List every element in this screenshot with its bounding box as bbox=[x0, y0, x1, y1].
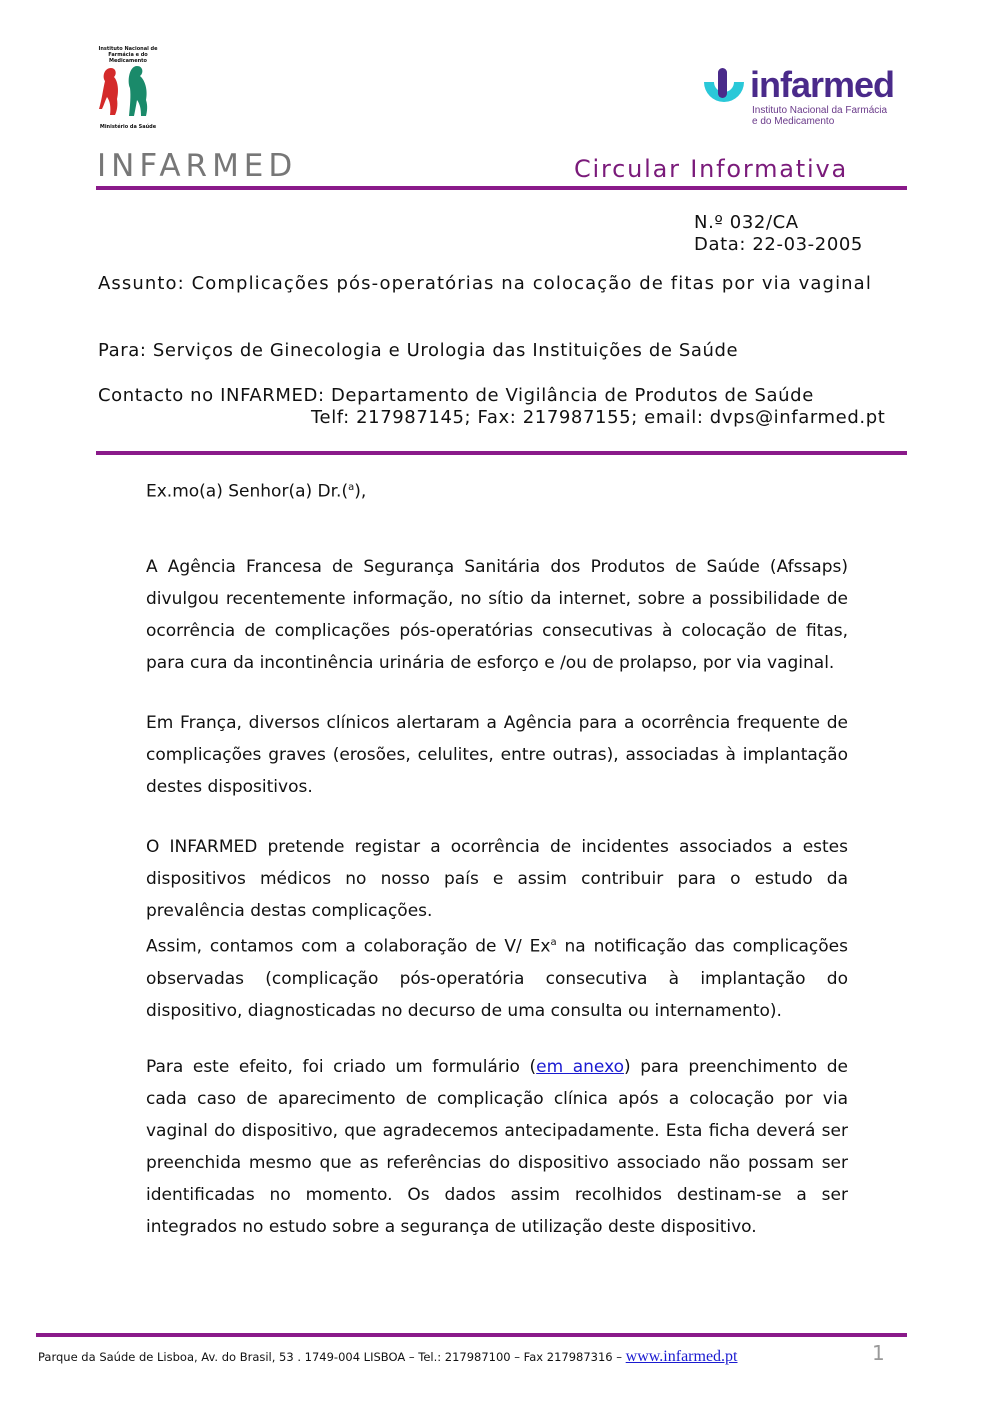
paragraph-4 bbox=[146, 927, 848, 1027]
p5-text-b: ) para preenchimento de cada caso de aparecimento de complicação clínica após a colocação por via vaginal do dispositivo, que agradecemos antecipadamente. Esta ficha deverá ser preenchida mesmo que as referências do dispositivo associado não possam ser identificadas no momento. Os dados assim recolhidos destinam-se a ser integrados no estudo sobre a segurança de utilização deste dispositivo. bbox=[146, 1057, 848, 1237]
circular-date: Data: 22-03-2005 bbox=[694, 234, 863, 255]
paragraph-5 bbox=[146, 1051, 848, 1243]
footer bbox=[38, 1346, 738, 1366]
paragraph-text: O INFARMED pretende registar a ocorrência de incidentes associados a estes dispositivos médicos no nosso país e assim contribuir para o estudo da prevalência destas complicações. bbox=[146, 837, 848, 921]
figures-icon bbox=[97, 64, 159, 120]
salutation-text: Ex.mo(a) Senhor(a) Dr.( bbox=[146, 481, 349, 502]
paragraph-text: Em França, diversos clínicos alertaram a Agência para a ocorrência frequente de complicações graves (erosões, celulites, entre outras), associadas à implantação destes dispositivos. bbox=[146, 713, 848, 797]
brand-title: INFARMED bbox=[97, 148, 298, 184]
infarmed-logo-wordmark: infarmed bbox=[750, 64, 895, 105]
footer-address: Parque da Saúde de Lisboa, Av. do Brasil, 53 . 1749-004 LISBOA – Tel.: 217987100 – Fax 217987316 – bbox=[38, 1350, 626, 1364]
ministry-logo-top-text: Instituto Nacional de Farmácia e do Medicamento bbox=[98, 46, 158, 64]
infarmed-logo-sub2: e do Medicamento bbox=[752, 116, 835, 127]
paragraph-text: A Agência Francesa de Segurança Sanitária dos Produtos de Saúde (Afssaps) divulgou recentemente informação, no sítio da internet, sobre a possibilidade de ocorrência de complicações pós-operatórias consecutivas à colocação de fitas, para cura da incontinência urinária de esforço e /ou de prolapso, por via vaginal. bbox=[146, 557, 848, 673]
annex-link[interactable]: em anexo bbox=[536, 1057, 625, 1077]
ministry-logo-bottom-text: Ministério da Saúde bbox=[99, 124, 157, 130]
contact-divider bbox=[96, 451, 907, 455]
document-type: Circular Informativa bbox=[574, 155, 848, 183]
salutation bbox=[146, 472, 848, 508]
contact-details: Telf: 217987145; Fax: 217987155; email: dvps@infarmed.pt bbox=[311, 407, 886, 428]
p4-sup: a bbox=[550, 937, 557, 948]
p5-text-a: Para este efeito, foi criado um formulário ( bbox=[146, 1057, 537, 1077]
p4-text-a: Assim, contamos com a colaboração de V/ Ex bbox=[146, 936, 551, 957]
subject: Assunto: Complicações pós-operatórias na colocação de fitas por via vaginal bbox=[98, 273, 872, 294]
salutation-sup: a bbox=[348, 482, 355, 493]
infarmed-logo-sub1: Instituto Nacional da Farmácia bbox=[752, 105, 888, 116]
recipients: Para: Serviços de Ginecologia e Urologia das Instituições de Saúde bbox=[98, 340, 739, 361]
page-number: 1 bbox=[872, 1341, 885, 1365]
header-divider bbox=[96, 186, 907, 190]
contact: Contacto no INFARMED: Departamento de Vigilância de Produtos de Saúde bbox=[98, 385, 814, 406]
salutation-end: ), bbox=[354, 481, 367, 502]
p4-text-b: na notificação das complicações observadas (complicação pós-operatória consecutiva à implantação do dispositivo, diagnosticadas no decurso de uma consulta ou internamento). bbox=[146, 936, 848, 1021]
infarmed-logo-icon bbox=[702, 66, 746, 112]
paragraph-3 bbox=[146, 831, 848, 1027]
paragraph-2 bbox=[146, 707, 848, 803]
circular-number: N.º 032/CA bbox=[694, 212, 799, 233]
infarmed-logo bbox=[702, 64, 895, 130]
website-link[interactable]: www.infarmed.pt bbox=[625, 1348, 738, 1365]
footer-divider bbox=[36, 1333, 907, 1337]
ministry-logo bbox=[97, 46, 159, 134]
paragraph-1 bbox=[146, 551, 848, 679]
